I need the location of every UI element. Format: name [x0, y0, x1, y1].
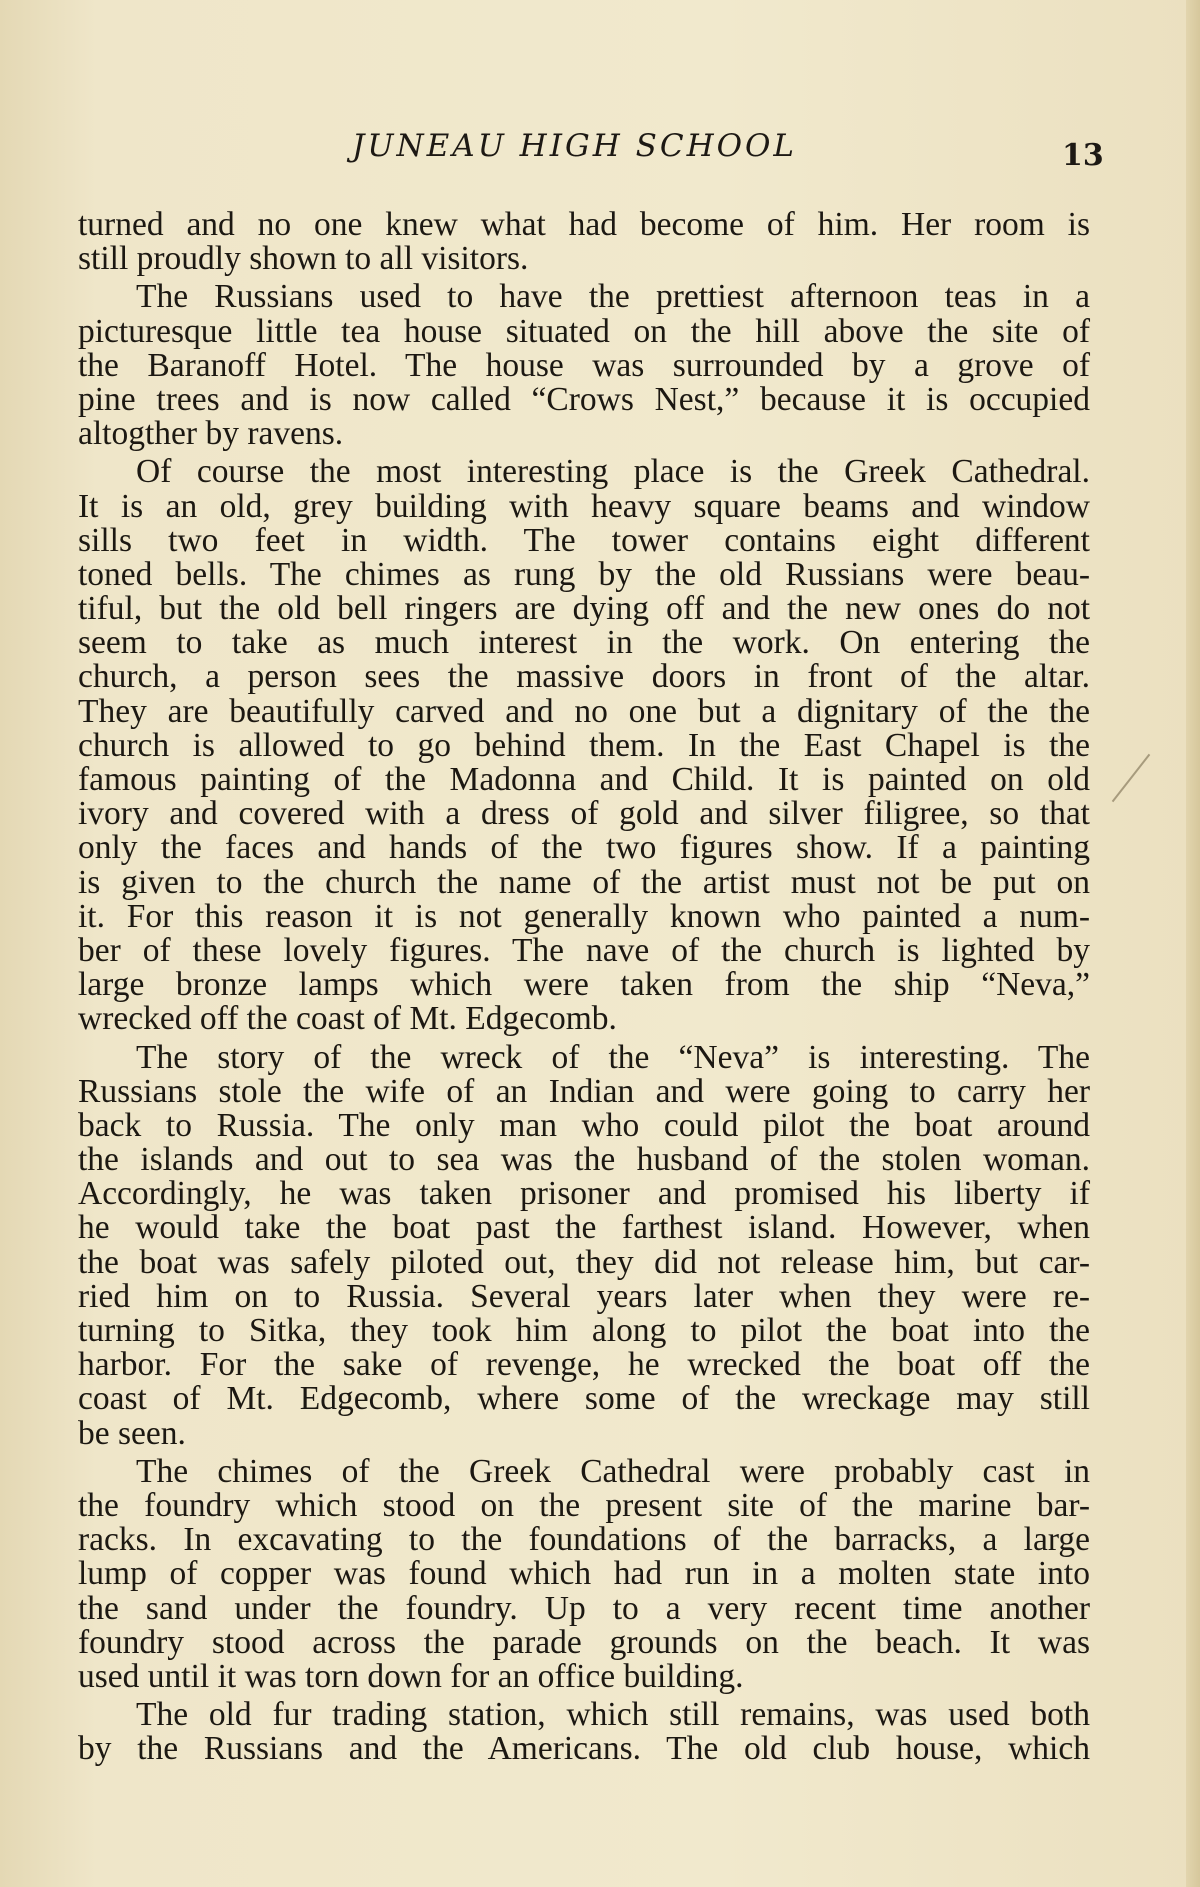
text-line: ried him on to Russia. Several years later when they were re- [78, 1277, 1090, 1315]
text-line: The chimes of the Greek Cathedral were probably cast in [136, 1452, 1090, 1490]
text-line: used until it was torn down for an office building. [78, 1657, 744, 1695]
paragraph [78, 280, 1090, 451]
text-line: the boat was safely piloted out, they did not release him, but car- [78, 1243, 1090, 1281]
text-line: is given to the church the name of the artist must not be put on [78, 863, 1090, 901]
text-line: Of course the most interesting place is the Greek Cathedral. [136, 453, 1090, 491]
text-line: still proudly shown to all visitors. [78, 240, 529, 278]
text-line: Accordingly, he was taken prisoner and promised his liberty if [78, 1175, 1090, 1213]
text-line: be seen. [78, 1414, 186, 1452]
text-line: he would take the boat past the farthest island. However, when [78, 1209, 1090, 1247]
text-line: turning to Sitka, they took him along to pilot the boat into the [78, 1312, 1090, 1349]
paragraph [78, 1698, 1090, 1766]
text-line: sills two feet in width. The tower contains eight different [78, 521, 1090, 559]
text-line: by the Russians and the Americans. The old club house, which [78, 1730, 1090, 1768]
text-line: it. For this reason it is not generally known who painted a num- [78, 897, 1090, 935]
text-line: coast of Mt. Edgecomb, where some of the wreckage may still [78, 1380, 1090, 1418]
text-line: racks. In excavating to the foundations of the barracks, a large [78, 1521, 1090, 1559]
paragraph [78, 208, 1090, 276]
text-line: church, a person sees the massive doors in front of the altar. [78, 658, 1090, 696]
page-edge [1186, 0, 1200, 1887]
text-line: seem to take as much interest in the work. On entering the [78, 624, 1090, 662]
paragraph [78, 1452, 1090, 1695]
text-line: only the faces and hands of the two figures show. If a painting [78, 829, 1090, 867]
text-line: large bronze lamps which were taken from the ship “Neva,” [78, 966, 1090, 1004]
text-line: the foundry which stood on the present site of the marine bar- [78, 1486, 1090, 1524]
text-line: lump of copper was found which had run in a molten state into [78, 1555, 1090, 1593]
text-line: back to Russia. The only man who could pilot the boat around [78, 1106, 1090, 1144]
text-line: wrecked off the coast of Mt. Edgecomb. [78, 1000, 617, 1038]
text-line: harbor. For the sake of revenge, he wrecked the boat off the [78, 1346, 1090, 1384]
text-line: toned bells. The chimes as rung by the old Russians were beau- [78, 555, 1090, 593]
text-line: Russians stole the wife of an Indian and were going to carry her [78, 1072, 1090, 1110]
text-line: pine trees and is now called “Crows Nest,” because it is occupied [78, 380, 1090, 418]
text-line: They are beautifully carved and no one but a dignitary of the the [78, 692, 1090, 730]
running-head: JUNEAU HIGH SCHOOL [352, 128, 798, 164]
text-line: It is an old, grey building with heavy square beams and window [78, 487, 1090, 525]
text-line: foundry stood across the parade grounds on the beach. It was [78, 1623, 1090, 1661]
text-line: The old fur trading station, which still remains, was used both [136, 1696, 1090, 1734]
text-line: the Baranoff Hotel. The house was surrounded by a grove of [78, 346, 1090, 384]
text-line: ber of these lovely figures. The nave of the church is lighted by [78, 931, 1090, 969]
margin-pencil-mark [1112, 754, 1151, 803]
body-text [78, 208, 1090, 1766]
text-line: altogther by ravens. [78, 415, 344, 453]
paragraph [78, 1038, 1090, 1452]
text-line: turned and no one knew what had become of him. Her room is [78, 206, 1090, 243]
text-line: famous painting of the Madonna and Child. It is painted on old [78, 761, 1090, 798]
text-line: the sand under the foundry. Up to a very recent time another [78, 1589, 1090, 1627]
text-line: the islands and out to sea was the husband of the stolen woman. [78, 1141, 1090, 1179]
paragraph [78, 455, 1090, 1036]
page-number: 13 [1062, 138, 1104, 173]
text-line: picturesque little tea house situated on the hill above the site of [78, 312, 1090, 350]
text-line: The Russians used to have the prettiest afternoon teas in a [136, 278, 1090, 316]
text-line: ivory and covered with a dress of gold and silver filigree, so that [78, 795, 1090, 833]
text-line: The story of the wreck of the “Neva” is interesting. The [136, 1038, 1090, 1076]
text-line: tiful, but the old bell ringers are dying off and the new ones do not [78, 590, 1090, 628]
text-line: church is allowed to go behind them. In the East Chapel is the [78, 726, 1090, 764]
